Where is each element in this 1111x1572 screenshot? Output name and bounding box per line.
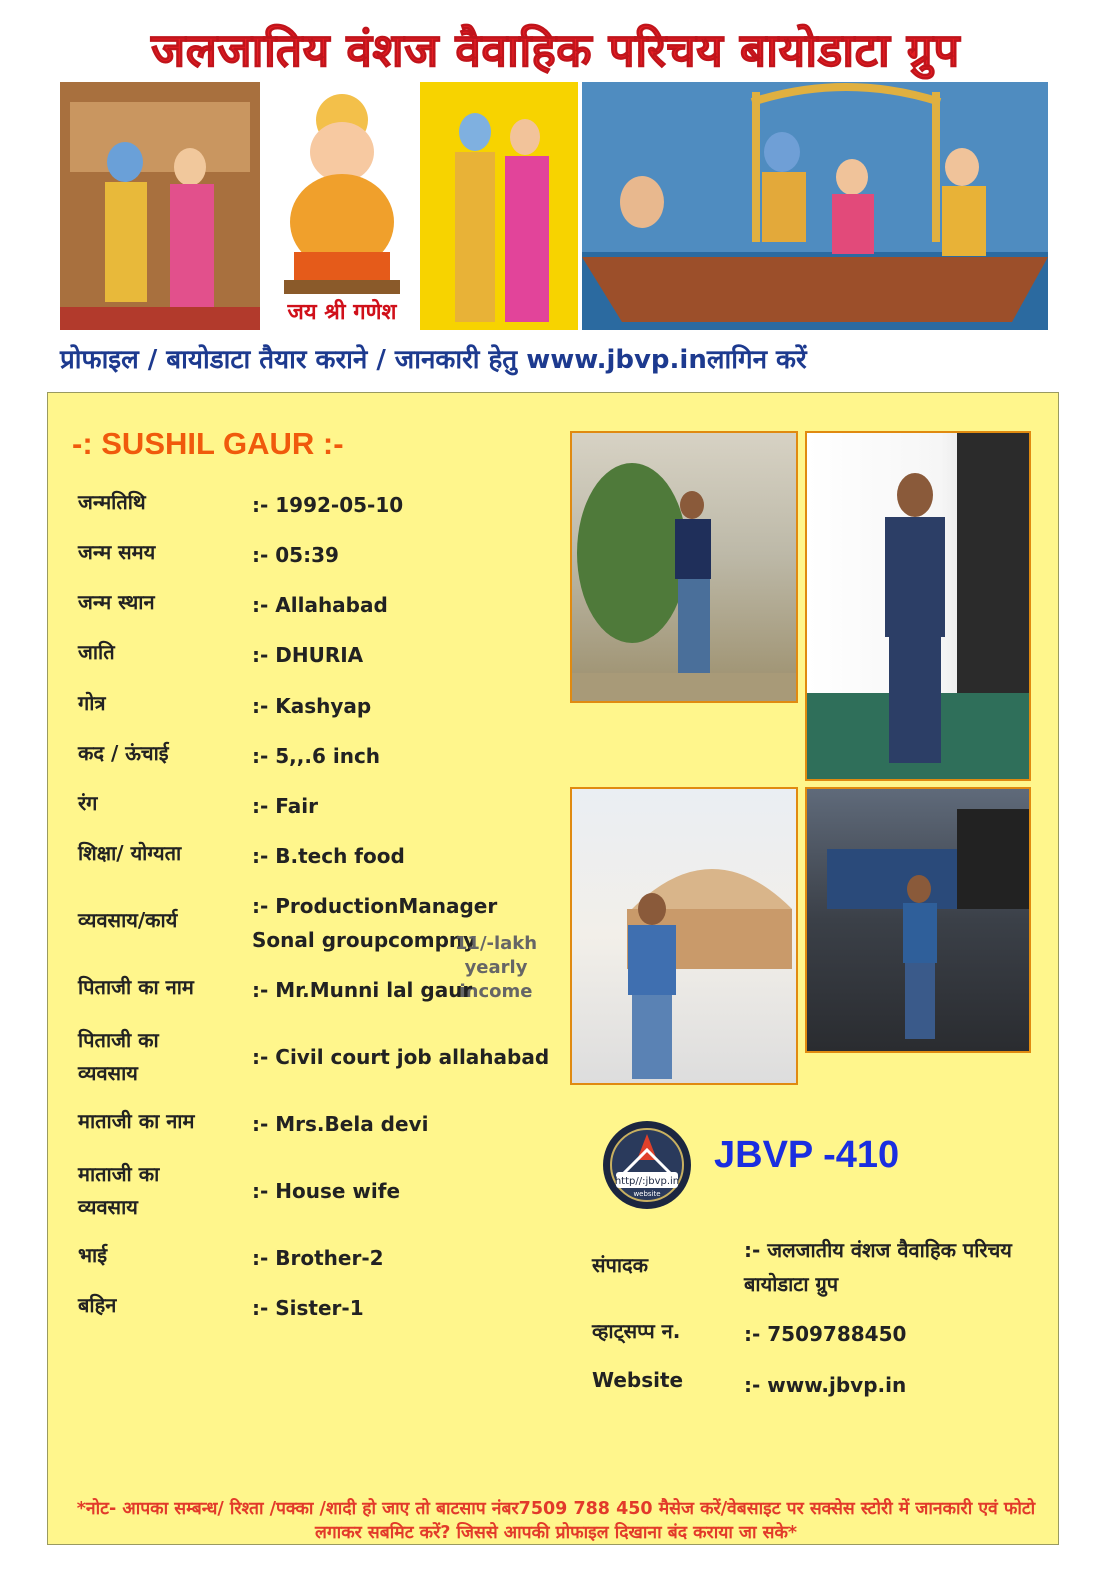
boat-scene-image	[582, 82, 1048, 330]
whatsapp-value: :- 7509788450	[744, 1322, 907, 1346]
editor-value: :- जलजातीय वंशज वैवाहिक परिचय बायोडाटा ग्रुप	[744, 1238, 1012, 1296]
field-value: :- Fair	[252, 794, 318, 818]
website-value[interactable]: :- www.jbvp.in	[744, 1373, 907, 1397]
field-value: :- Allahabad	[252, 593, 388, 617]
profile-photo	[805, 431, 1031, 781]
profile-photo	[805, 787, 1031, 1053]
field-value: :- B.tech food	[252, 844, 405, 868]
field-label: रंग	[78, 791, 98, 815]
field-value: :- DHURIA	[252, 643, 364, 667]
subtitle-prefix: प्रोफाइल / बायोडाटा तैयार कराने / जानकारी हेतु	[60, 345, 518, 375]
devotional-banner	[60, 82, 1048, 330]
rama-sita-image	[420, 82, 578, 330]
field-value: :- Mrs.Bela devi	[252, 1112, 429, 1136]
jbvp-logo	[602, 1120, 692, 1210]
field-label: व्यवसाय/कार्य	[78, 908, 178, 932]
ganesh-image	[264, 82, 420, 330]
field-label: जाति	[78, 640, 115, 664]
logo-sub: website	[633, 1190, 661, 1198]
profile-photo	[570, 431, 798, 703]
profile-code: JBVP -410	[714, 1134, 900, 1176]
profile-name: -: SUSHIL GAUR :-	[72, 426, 344, 461]
rama-sita-wedding-image	[60, 82, 260, 330]
field-label: जन्म स्थान	[78, 590, 155, 614]
field-label: माताजी का व्यवसाय	[78, 1162, 160, 1219]
field-value: :- ProductionManager Sonal groupcompny	[252, 894, 498, 952]
field-value: :- Kashyap	[252, 694, 372, 718]
whatsapp-label: व्हाट्सप्प न.	[592, 1319, 681, 1343]
editor-label: संपादक	[592, 1253, 649, 1277]
field-label: माताजी का नाम	[78, 1109, 195, 1133]
field-label: बहिन	[78, 1293, 117, 1317]
field-label: शिक्षा/ योग्यता	[78, 841, 182, 865]
field-value: :- Mr.Munni lal gaur	[252, 978, 473, 1002]
field-label: भाई	[78, 1243, 108, 1267]
field-label: पिताजी का नाम	[78, 975, 194, 999]
logo-text: http//:jbvp.in	[614, 1176, 680, 1187]
income-note: 11/-lakh yearly income	[454, 933, 538, 1002]
field-label: जन्मतिथि	[78, 490, 146, 514]
footer-note: *नोट- आपका सम्बन्ध/ रिश्ता /पक्का /शादी हो जाए तो बाटसाप नंबर7509 788 450 मैसेज करें/वेबसाइट पर सक्सेस स्टोरी में जानकारी एवं फोटो लगाकर सबमिट करें? जिससे आपकी प्रोफाइल दिखाना बंद कराया जा सके*	[76, 1499, 1036, 1543]
field-label: गोत्र	[78, 691, 106, 715]
field-value: :- Civil court job allahabad	[252, 1045, 550, 1069]
field-value: :- Brother-2	[252, 1246, 384, 1270]
field-label: जन्म समय	[78, 540, 156, 564]
field-value: :- Sister-1	[252, 1296, 364, 1320]
subtitle	[60, 340, 1060, 376]
field-value: :- 5,,.6 inch	[252, 744, 381, 768]
page-title: जलजातिय वंशज वैवाहिक परिचय बायोडाटा ग्रुप	[151, 23, 960, 77]
ganesh-caption: जय श्री गणेश	[287, 300, 397, 325]
website-label: Website	[592, 1368, 684, 1392]
field-value: :- 05:39	[252, 543, 339, 567]
field-label: पिताजी का व्यवसाय	[78, 1028, 159, 1085]
field-value: :- 1992-05-10	[252, 493, 404, 517]
field-label: कद / ऊंचाई	[78, 741, 169, 765]
subtitle-suffix: लागिन करें	[706, 345, 807, 375]
subtitle-url[interactable]: www.jbvp.in	[526, 345, 707, 375]
profile-photo	[570, 787, 798, 1085]
field-value: :- House wife	[252, 1179, 401, 1203]
